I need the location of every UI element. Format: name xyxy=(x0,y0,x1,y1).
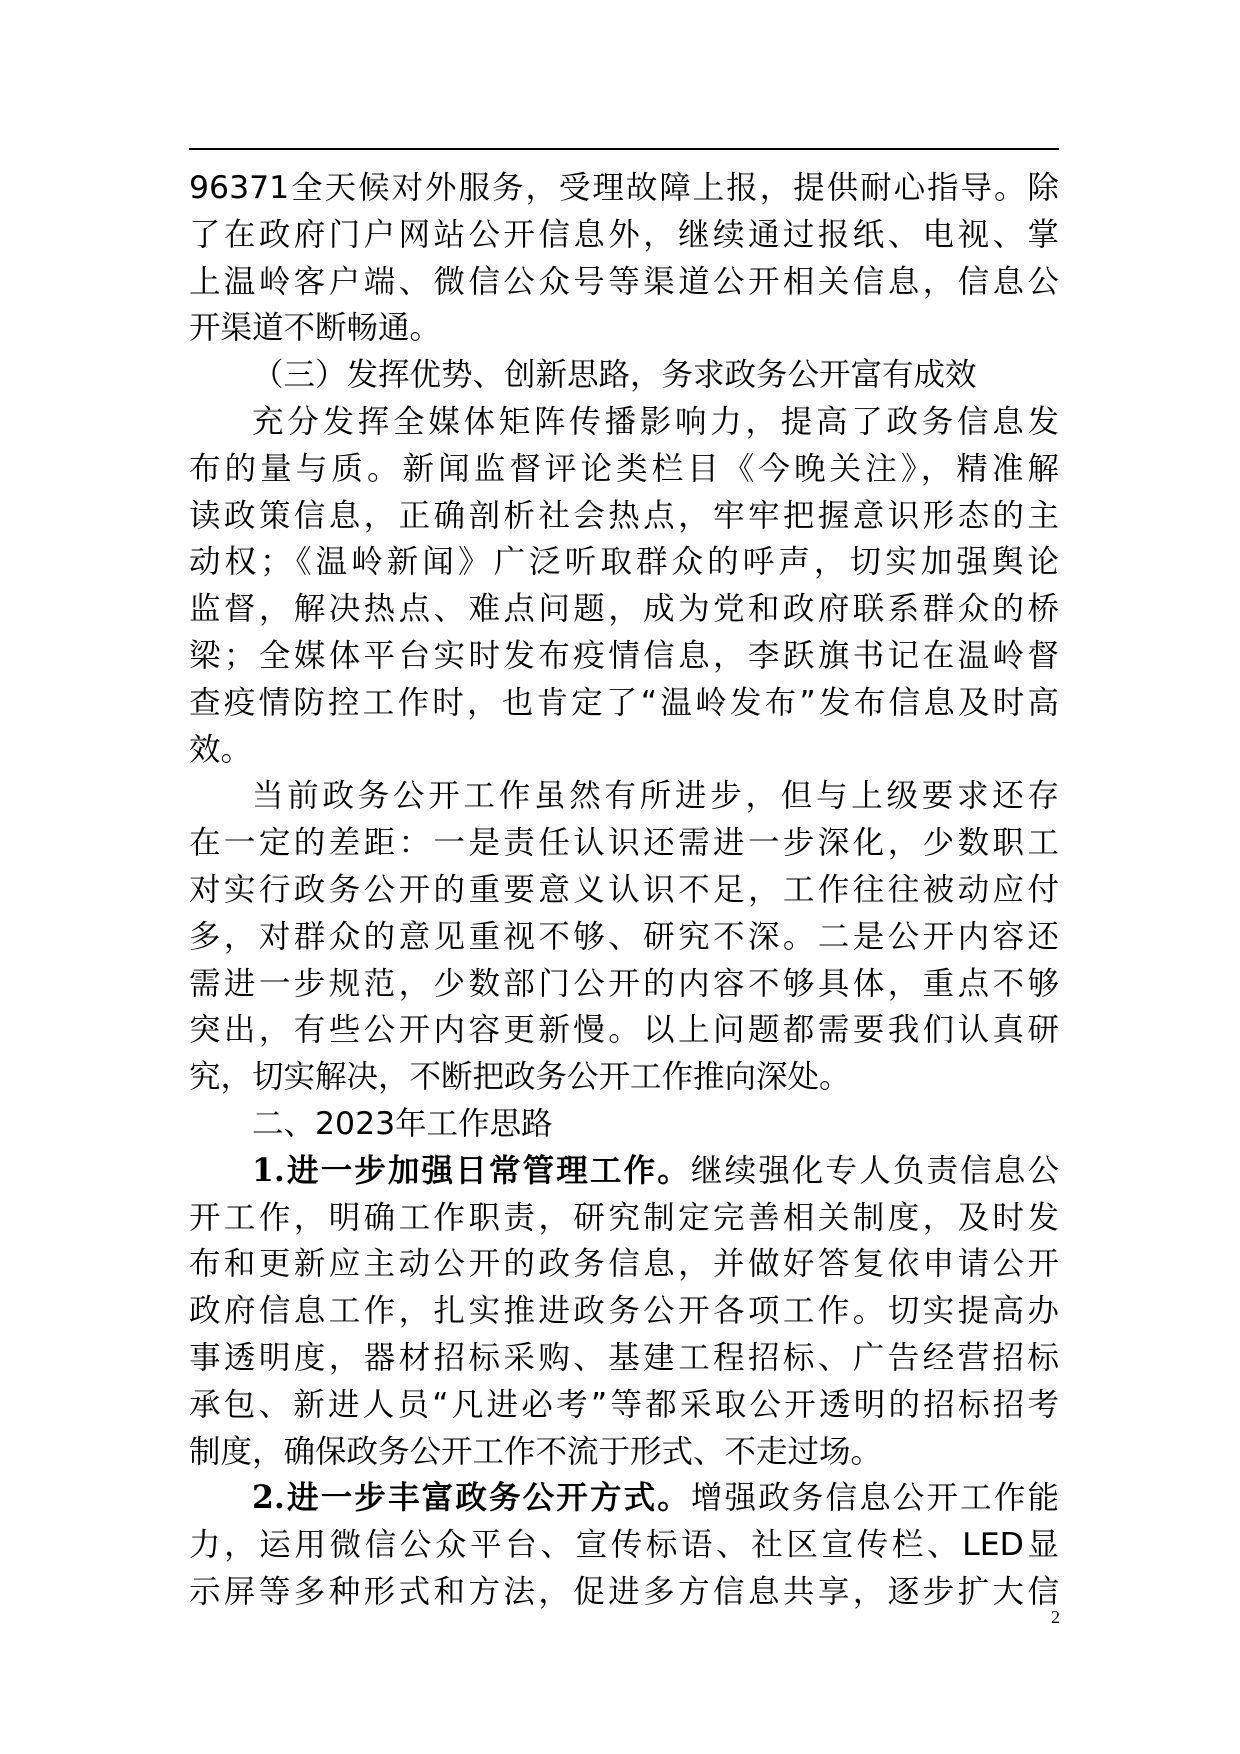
text-line: 对实行政务公开的重要意义认识不足，工作往往被动应付 xyxy=(189,871,1059,908)
text-line: 在一定的差距：一是责任认识还需进一步深化，少数职工 xyxy=(189,825,1059,862)
text-line: 力，运用微信公众平台、宣传标语、社区宣传栏、LED显 xyxy=(189,1527,1059,1564)
section-heading: （三）发挥优势、创新思路，务求政务公开富有成效 xyxy=(252,357,977,394)
text-line: 了在政府门户网站公开信息外，继续通过报纸、电视、掌 xyxy=(189,216,1059,253)
text-line: 效。 xyxy=(189,731,253,768)
text-line: 制度，确保政务公开工作不流于形式、不走过场。 xyxy=(189,1433,883,1470)
text-line: 查疫情防控工作时，也肯定了“温岭发布”发布信息及时高 xyxy=(189,684,1059,721)
text-line: 究，切实解决，不断把政务公开工作推向深处。 xyxy=(189,1059,851,1096)
item-1-first-line xyxy=(189,1148,1059,1195)
text-line: 事透明度，器材招标采购、基建工程招标、广告经营招标 xyxy=(189,1339,1059,1376)
text-line: 读政策信息，正确剖析社会热点，牢牢把握意识形态的主 xyxy=(189,497,1059,534)
text-line: 布和更新应主动公开的政务信息，并做好答复依申请公开 xyxy=(189,1246,1059,1283)
text-line: 96371全天候对外服务，受理故障上报，提供耐心指导。除 xyxy=(189,170,1059,206)
header-rule xyxy=(189,148,1059,150)
section-heading: 二、2023年工作思路 xyxy=(252,1105,553,1142)
text-line: 上温岭客户端、微信公众号等渠道公开相关信息，信息公 xyxy=(189,263,1059,300)
text-line: 当前政务公开工作虽然有所进步，但与上级要求还存 xyxy=(252,778,1059,815)
text-line: 布的量与质。新闻监督评论类栏目《今晚关注》，精准解 xyxy=(189,450,1059,487)
document-body xyxy=(189,165,1059,1616)
text-line: 动权；《温岭新闻》广泛听取群众的呼声，切实加强舆论 xyxy=(189,544,1059,581)
item-2-title: 2.进一步丰富政务公开方式。 xyxy=(252,1479,691,1517)
text-line: 监督，解决热点、难点问题，成为党和政府联系群众的桥 xyxy=(189,591,1059,628)
text-line: 梁；全媒体平台实时发布疫情信息，李跃旗书记在温岭督 xyxy=(189,637,1059,674)
item-2-text: 增强政务信息公开工作能 xyxy=(690,1480,1059,1517)
text-line: 需进一步规范，少数部门公开的内容不够具体，重点不够 xyxy=(189,965,1059,1002)
item-1-text: 继续强化专人负责信息公 xyxy=(690,1152,1059,1189)
page-number: 2 xyxy=(1051,1607,1060,1627)
text-line: 示屏等多种形式和方法，促进多方信息共享，逐步扩大信 xyxy=(189,1573,1059,1610)
text-line: 政府信息工作，扎实推进政务公开各项工作。切实提高办 xyxy=(189,1293,1059,1330)
item-2-first-line xyxy=(189,1475,1059,1522)
item-1-title: 1.进一步加强日常管理工作。 xyxy=(252,1151,691,1189)
text-line: 多，对群众的意见重视不够、研究不深。二是公开内容还 xyxy=(189,918,1059,955)
text-line: 开渠道不断畅通。 xyxy=(189,310,442,347)
text-line: 突出，有些公开内容更新慢。以上问题都需要我们认真研 xyxy=(189,1012,1059,1049)
text-line: 充分发挥全媒体矩阵传播影响力，提高了政务信息发 xyxy=(252,403,1059,440)
text-line: 承包、新进人员“凡进必考”等都采取公开透明的招标招考 xyxy=(189,1386,1059,1423)
text-line: 开工作，明确工作职责，研究制定完善相关制度，及时发 xyxy=(189,1199,1059,1236)
